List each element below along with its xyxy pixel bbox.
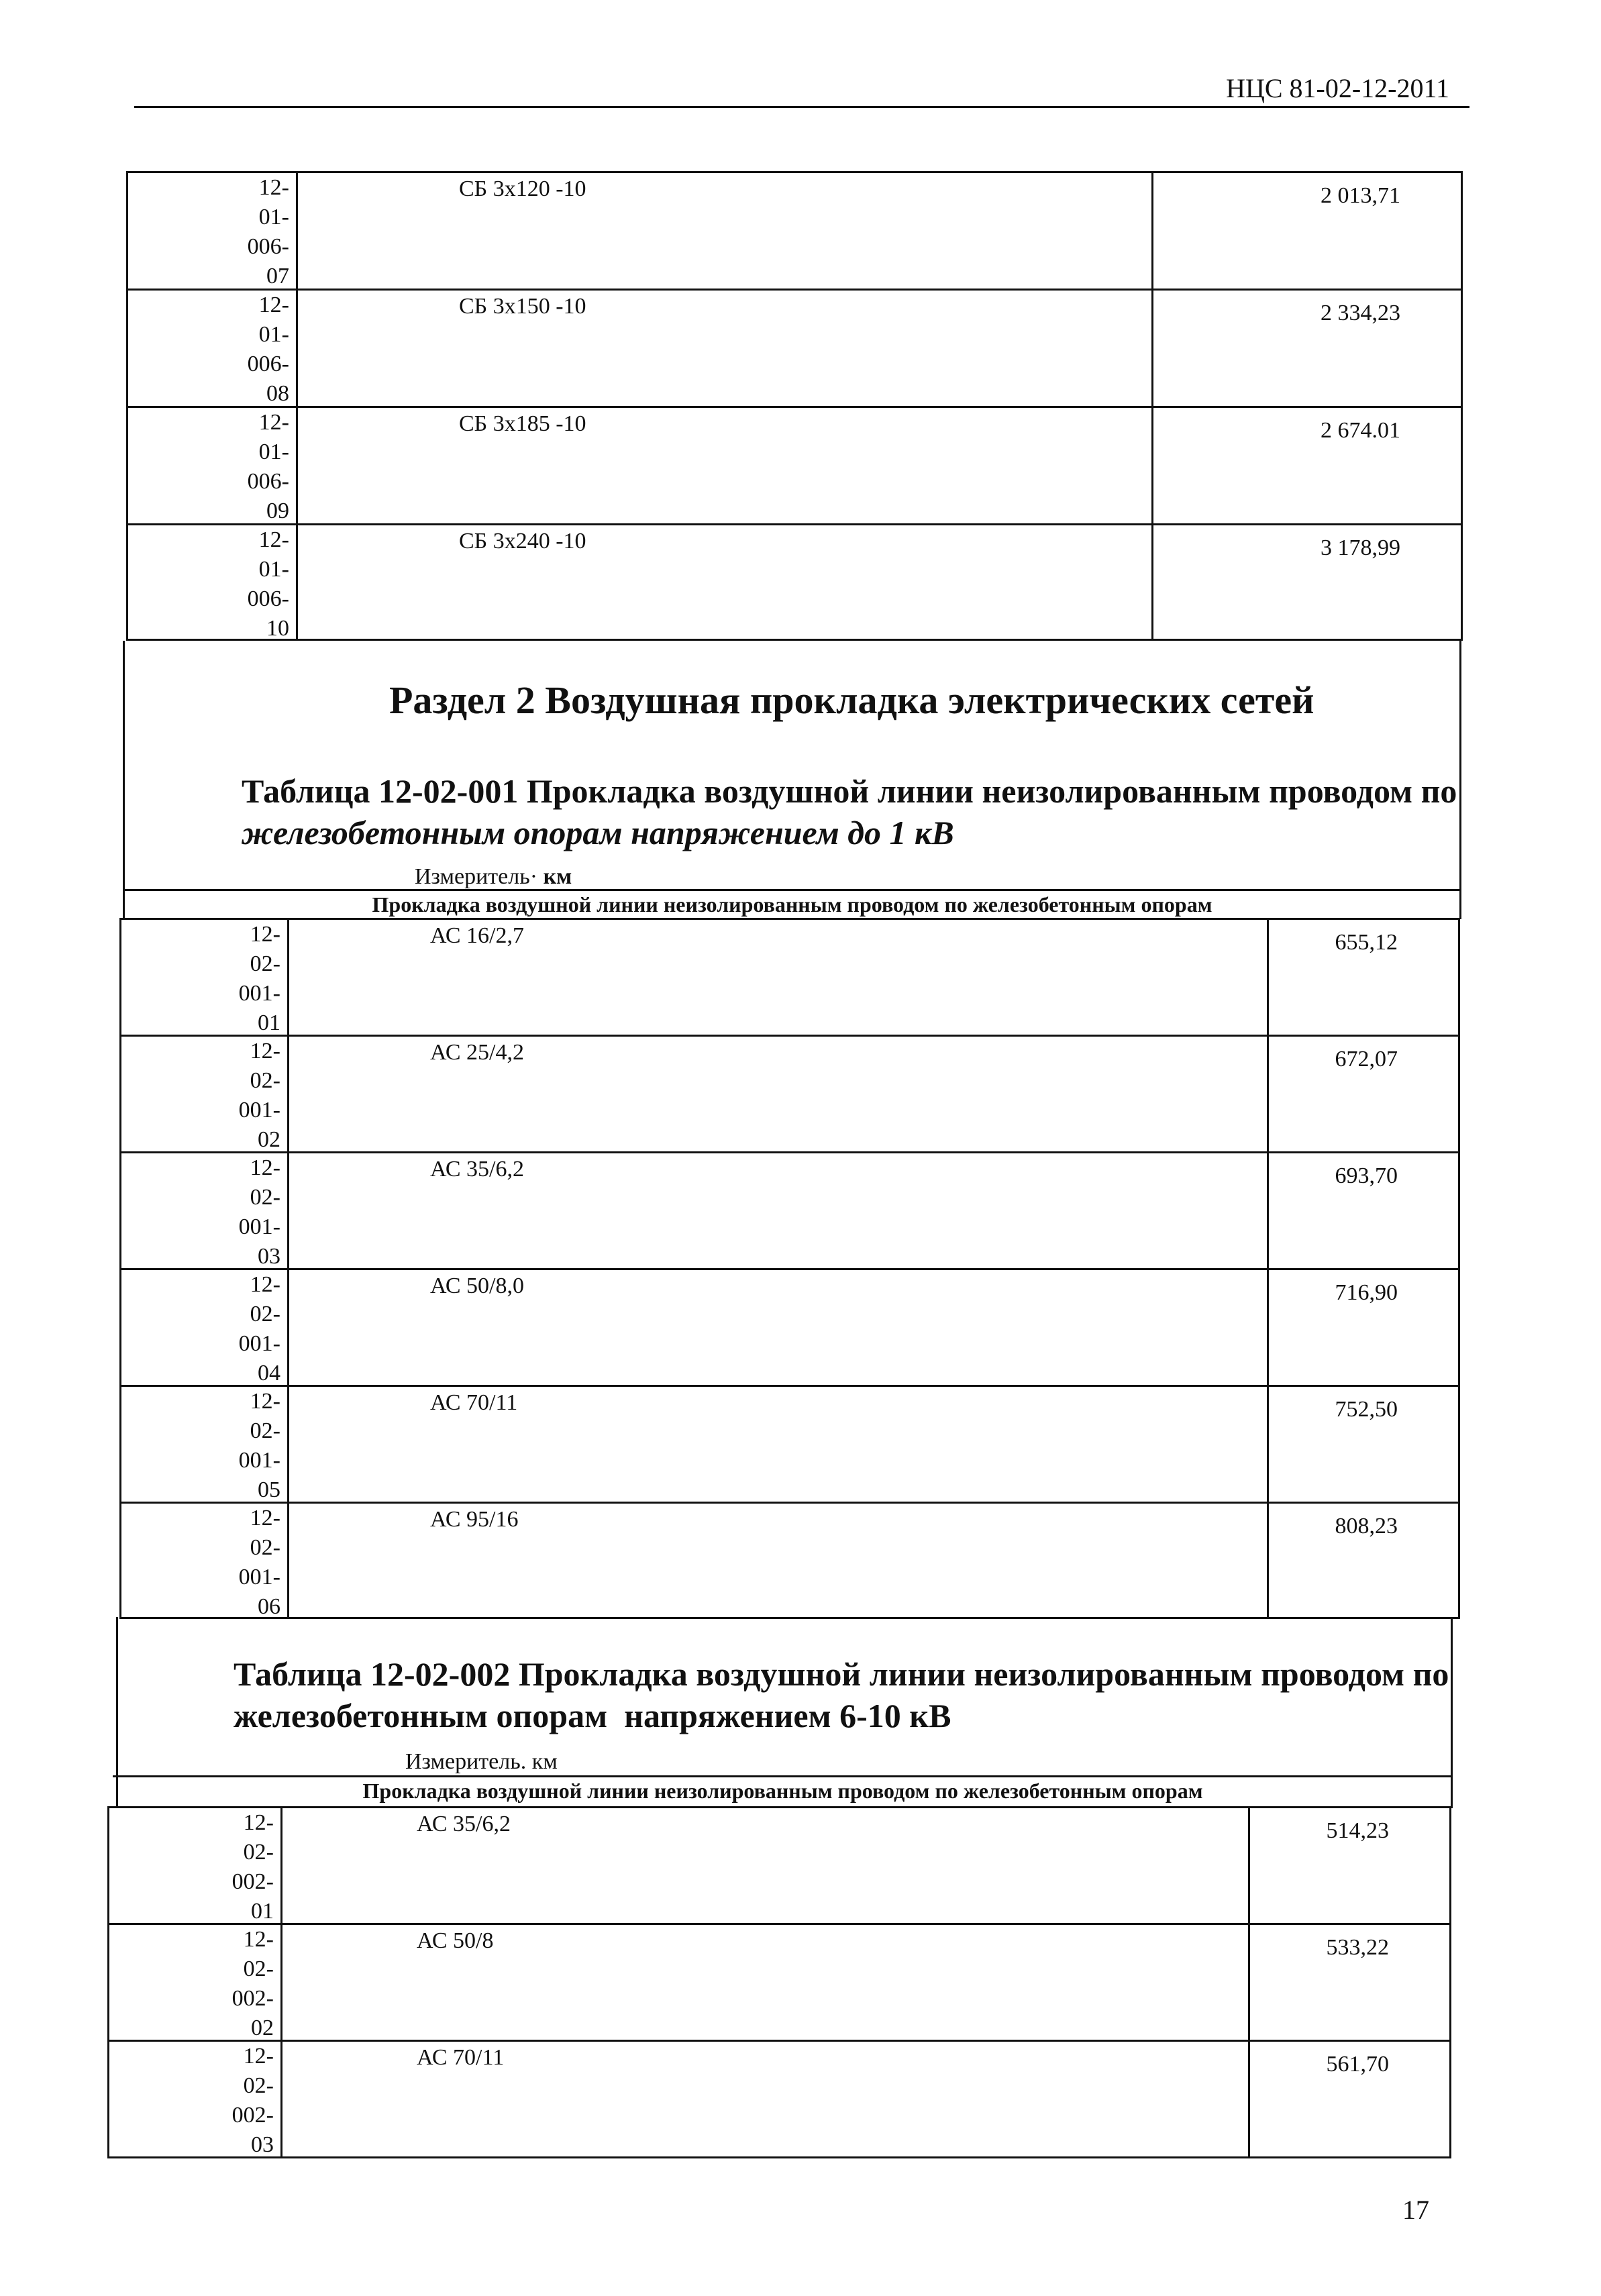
row-code: 12- 02- 001- 01 [121,920,289,1035]
table-row [128,291,1461,408]
table-subheader: Прокладка воздушной линии неизолированным проводом по железобетонным опорам [362,1779,1203,1803]
row-name-text: СБ 3х120 -10 [459,176,586,201]
row-name-text: АС 50/8,0 [430,1273,524,1298]
table-12-02-001-title [242,770,1463,853]
document-code: НЦС 81-02-12-2011 [1226,73,1449,103]
measure-unit-value: км [543,864,572,889]
row-name [289,1504,1269,1619]
row-price [1269,1270,1458,1385]
row-price-text: 693,70 [1335,1163,1398,1188]
row-price-text: 752,50 [1335,1397,1398,1422]
row-code: 12- 02- 001- 04 [121,1270,289,1385]
table-row [121,1387,1458,1504]
row-code: 12- 02- 001- 05 [121,1387,289,1502]
subheader-top-rule [123,889,1461,891]
row-price [1250,1925,1449,2040]
row-code: 12- 02- 001- 02 [121,1037,289,1151]
row-price [1153,525,1461,641]
row-name [282,2042,1250,2158]
row-name-text: СБ 3х240 -10 [459,529,586,554]
page-number: 17 [1402,2195,1429,2225]
table-row [121,1153,1458,1270]
section-title: Раздел 2 Воздушная прокладка электрических сетей [389,678,1314,722]
table-12-02-002-title [234,1653,1455,1736]
row-name-text: АС 70/11 [430,1390,518,1415]
row-price-text: 514,23 [1326,1818,1389,1843]
table-title-line1: Таблица 12-02-001 Прокладка воздушной линии неизолированным проводом по [242,772,1457,810]
row-code: 12- 01- 006- 10 [128,525,298,641]
table-title-line1: Таблица 12-02-002 Прокладка воздушной линии неизолированным проводом по [234,1655,1449,1693]
row-price-text: 808,23 [1335,1514,1398,1538]
row-name-text: АС 70/11 [417,2045,505,2070]
row-name [289,1270,1269,1385]
row-name-text: СБ 3х150 -10 [459,294,586,319]
row-price-text: 655,12 [1335,930,1398,955]
row-price-text: 561,70 [1326,2052,1389,2077]
row-price-text: 2 013,71 [1321,183,1400,208]
table-row [109,2042,1449,2158]
subheader-top-rule [113,1775,1453,1777]
row-name [289,920,1269,1035]
row-price-text: 2 334,23 [1321,301,1400,325]
row-code: 12- 02- 001- 06 [121,1504,289,1619]
row-price [1269,1153,1458,1268]
row-name-text: АС 35/6,2 [430,1157,524,1182]
row-price [1269,1037,1458,1151]
row-price [1250,1808,1449,1923]
row-name [298,408,1153,523]
row-name-text: АС 50/8 [417,1928,494,1953]
table-row [128,408,1461,525]
row-code: 12- 01- 006- 09 [128,408,298,523]
row-name-text: АС 95/16 [430,1507,519,1532]
table-row [128,173,1461,291]
table-title-line2: железобетонным опорам напряжением до 1 кВ [242,814,954,851]
table-row [128,525,1461,641]
row-name-text: АС 35/6,2 [417,1812,511,1836]
table-title-line2: железобетонным опорам напряжением 6-10 кВ [234,1697,951,1734]
row-name-text: АС 16/2,7 [430,923,524,948]
row-price-text: 3 178,99 [1321,535,1400,560]
table-subheader: Прокладка воздушной линии неизолированным проводом по железобетонным опорам [372,892,1212,917]
measure-label: Измеритель· [415,864,538,889]
header-rule [134,106,1469,108]
row-price-text: 716,90 [1335,1280,1398,1305]
table-row [121,920,1458,1037]
row-code: 12- 01- 006- 08 [128,291,298,406]
table-row [121,1037,1458,1153]
row-code: 12- 02- 002- 03 [109,2042,282,2158]
row-name [298,525,1153,641]
price-table-12-02-001 [119,918,1460,1619]
row-code: 12- 02- 002- 01 [109,1808,282,1923]
row-code: 12- 02- 002- 02 [109,1925,282,2040]
row-price [1153,408,1461,523]
row-price [1269,1504,1458,1619]
row-price-text: 533,22 [1326,1935,1389,1960]
row-code: 12- 01- 006- 07 [128,173,298,289]
row-name [298,291,1153,406]
row-name [282,1808,1250,1923]
table-row [121,1504,1458,1619]
row-name [282,1925,1250,2040]
row-name-text: СБ 3х185 -10 [459,411,586,436]
row-price [1269,1387,1458,1502]
row-price [1250,2042,1449,2158]
row-price [1153,291,1461,406]
row-price [1153,173,1461,289]
measure-unit: Измеритель. км [405,1749,558,1774]
row-name-text: АС 25/4,2 [430,1040,524,1065]
row-code: 12- 02- 001- 03 [121,1153,289,1268]
row-name [289,1037,1269,1151]
price-table-12-02-002 [107,1806,1451,2158]
table-row [121,1270,1458,1387]
row-price-text: 672,07 [1335,1047,1398,1072]
row-price-text: 2 674.01 [1321,418,1400,443]
row-name [289,1153,1269,1268]
table-row [109,1808,1449,1925]
measure-unit [415,864,572,890]
table-row [109,1925,1449,2042]
row-name [289,1387,1269,1502]
row-price [1269,920,1458,1035]
price-table-12-01-006 [126,171,1463,641]
row-name [298,173,1153,289]
